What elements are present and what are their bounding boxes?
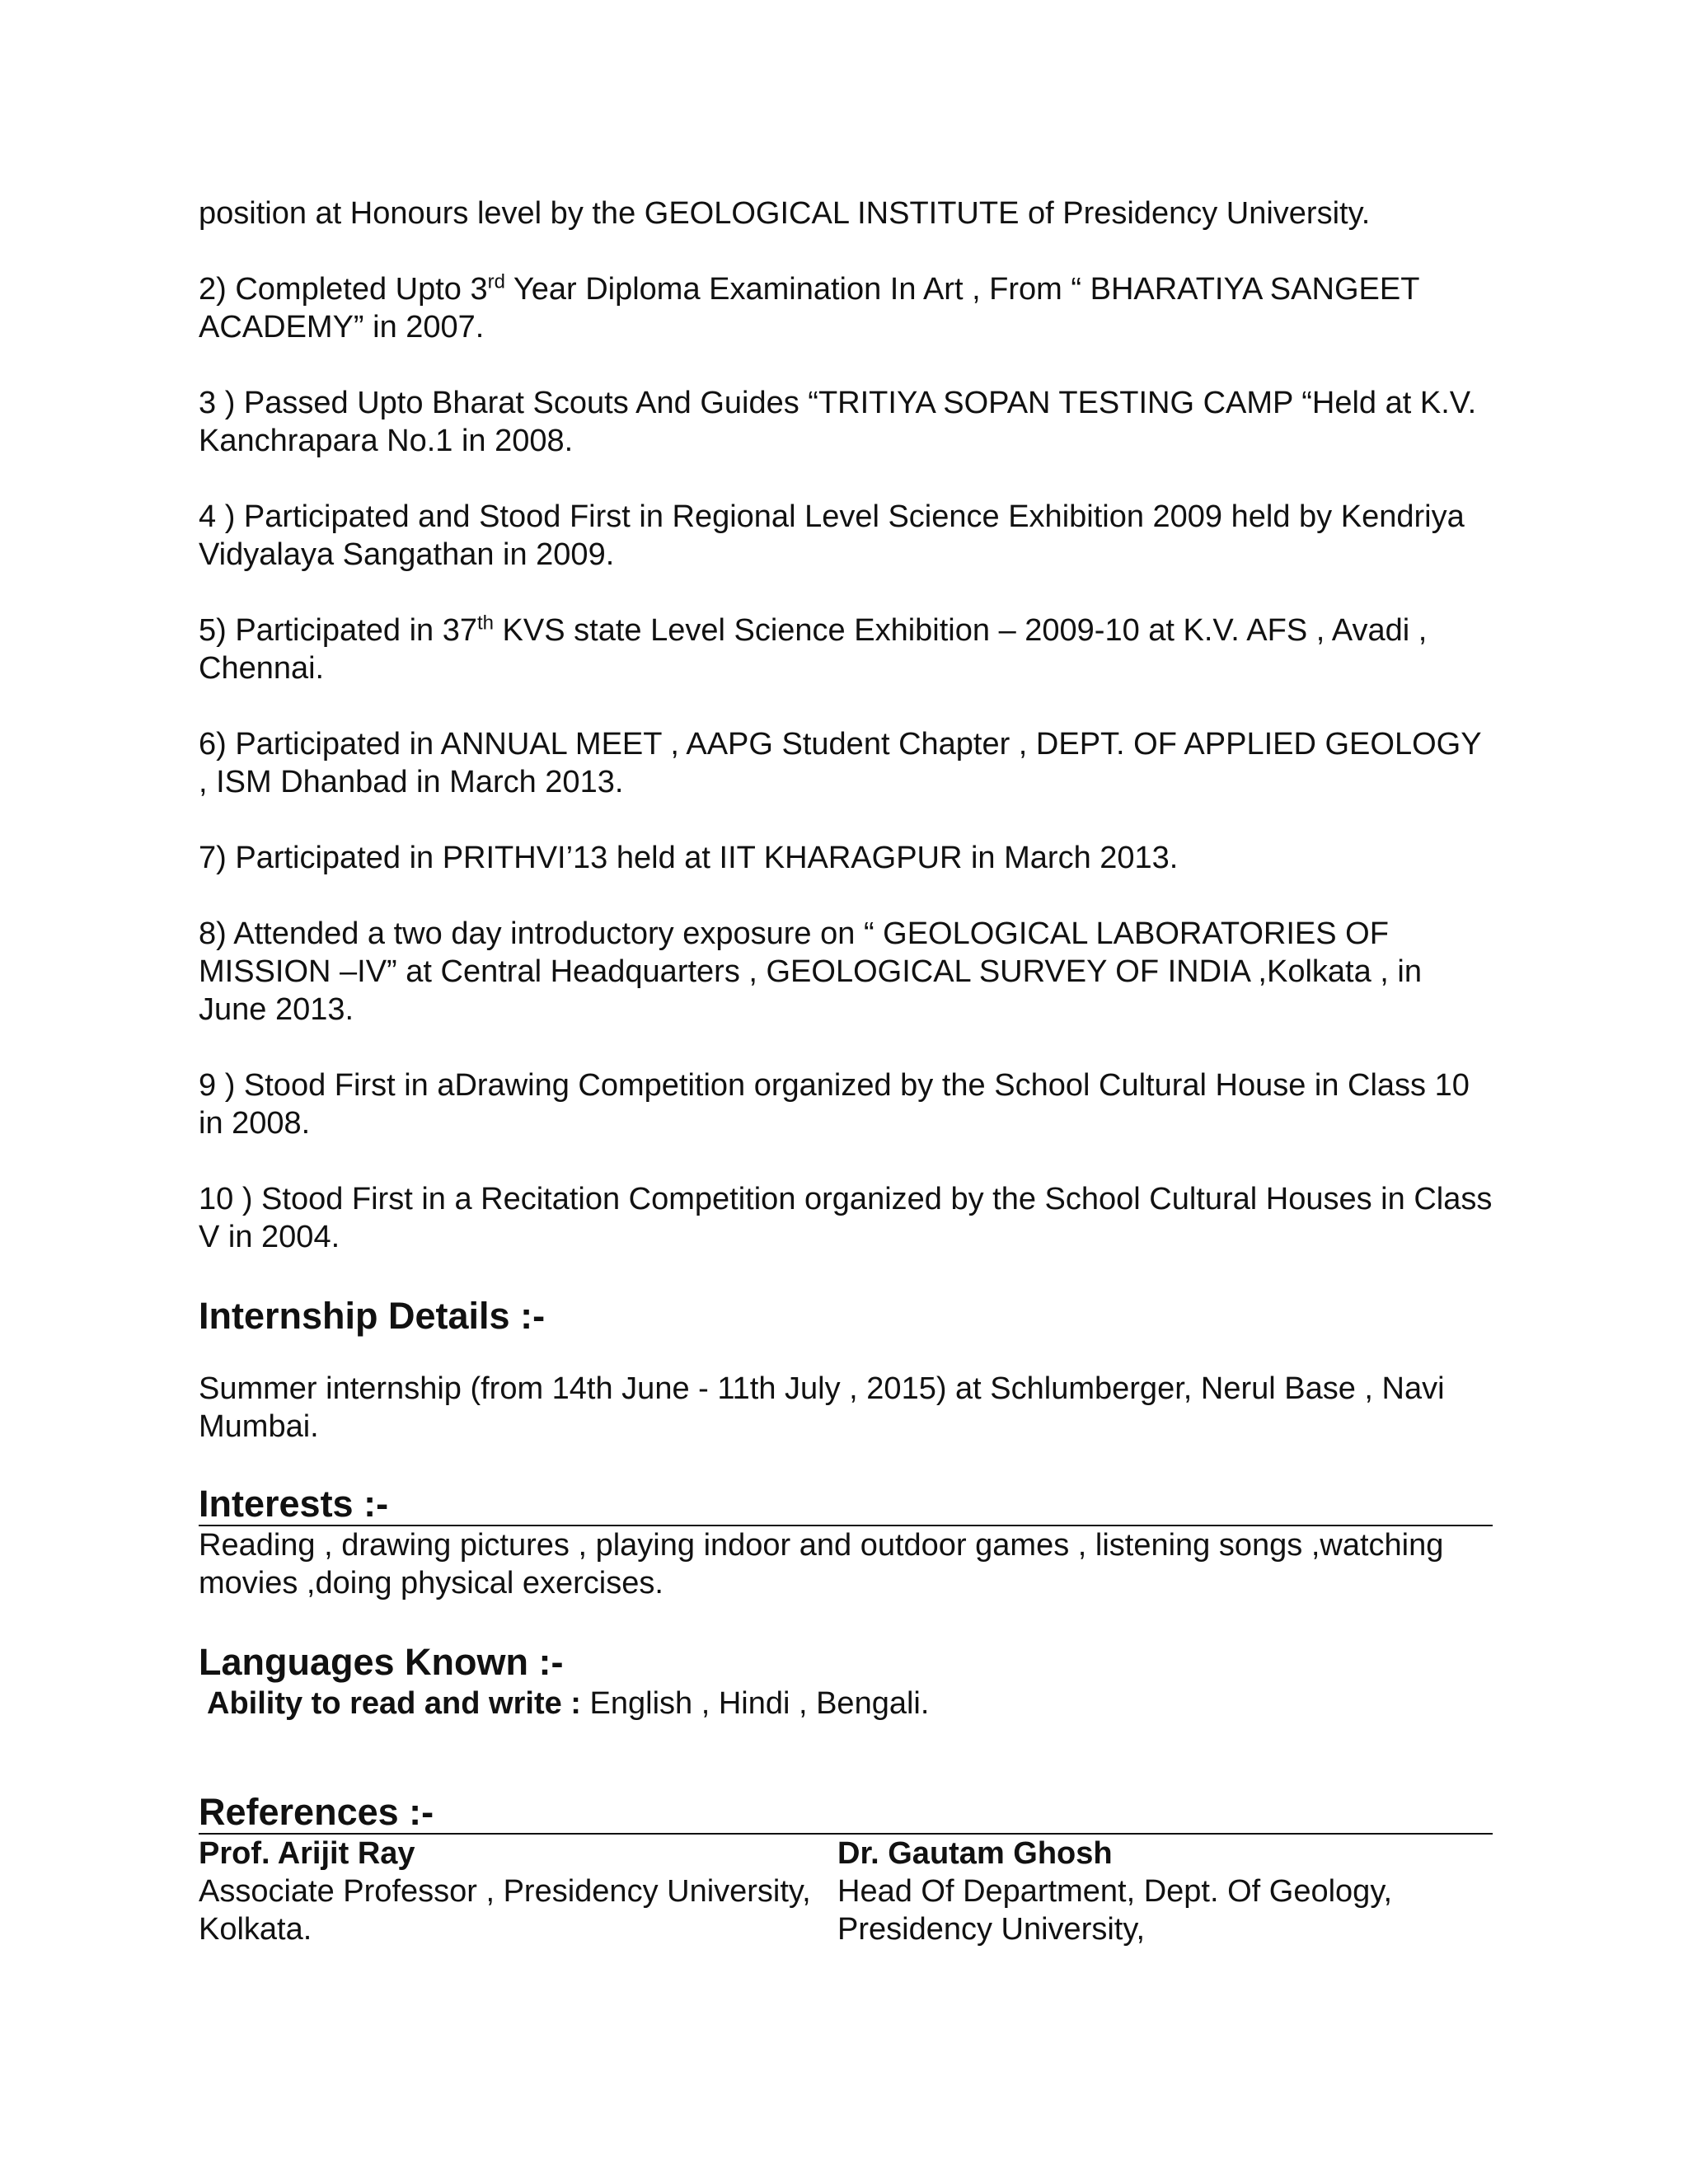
languages-line xyxy=(207,1685,1493,1722)
achievement-item-5-sup: th xyxy=(476,612,494,635)
achievement-item-8: 8) Attended a two day introductory exposure on “ GEOLOGICAL LABORATORIES OF MISSION –IV” at Central Headquarters , GEOLOGICAL SURVEY OF INDIA ,Kolkata , in June 2013. xyxy=(199,916,1422,1027)
reference-1-name: Prof. Arijit Ray xyxy=(199,1836,415,1871)
interests-section xyxy=(199,1483,1493,1602)
reference-2-desc: Head Of Department, Dept. Of Geology, Presidency University, xyxy=(837,1874,1393,1947)
achievement-item-9: 9 ) Stood First in aDrawing Competition organized by the School Cultural House in Class 10 in 2008. xyxy=(199,1068,1470,1141)
interests-heading: Interests :- xyxy=(199,1483,1493,1526)
achievement-item-10: 10 ) Stood First in a Recitation Competition organized by the School Cultural Houses in Class V in 2004. xyxy=(199,1182,1493,1254)
achievement-item-2 xyxy=(199,270,1493,346)
reference-2-name: Dr. Gautam Ghosh xyxy=(837,1836,1113,1871)
references-heading: References :- xyxy=(199,1792,1493,1835)
achievement-item-5 xyxy=(199,612,1493,687)
resume-page xyxy=(199,194,1493,1948)
reference-1 xyxy=(199,1835,837,1948)
achievement-intro: position at Honours level by the GEOLOGICAL INSTITUTE of Presidency University. xyxy=(199,196,1371,231)
achievement-item-2-text-b: Year Diploma Examination In Art , From “ BHARATIYA SANGEET ACADEMY” in 2007. xyxy=(199,272,1419,344)
achievement-item-2-sup: rd xyxy=(487,270,505,293)
achievement-item-5-text-b: KVS state Level Science Exhibition – 2009-10 at K.V. AFS , Avadi , Chennai. xyxy=(199,613,1428,686)
achievement-item-4: 4 ) Participated and Stood First in Regional Level Science Exhibition 2009 held by Kendriya Vidyalaya Sangathan in 2009. xyxy=(199,499,1465,572)
references-section xyxy=(199,1792,1493,1948)
internship-heading: Internship Details :- xyxy=(199,1295,546,1337)
languages-heading: Languages Known :- xyxy=(199,1641,564,1683)
achievement-item-5-text-a: 5) Participated in 37 xyxy=(199,613,477,648)
reference-2 xyxy=(837,1835,1493,1948)
internship-text: Summer internship (from 14th June - 11th July , 2015) at Schlumberger, Nerul Base , Navi Mumbai. xyxy=(199,1371,1445,1444)
achievement-item-7: 7) Participated in PRITHVI’13 held at IIT KHARAGPUR in March 2013. xyxy=(199,841,1179,875)
references-columns xyxy=(199,1835,1493,1948)
achievement-item-3: 3 ) Passed Upto Bharat Scouts And Guides “TRITIYA SOPAN TESTING CAMP “Held at K.V. Kanchrapara No.1 in 2008. xyxy=(199,386,1477,458)
interests-text: Reading , drawing pictures , playing indoor and outdoor games , listening songs ,watching movies ,doing physical exercises. xyxy=(199,1528,1444,1601)
languages-value: English , Hindi , Bengali. xyxy=(580,1686,930,1721)
achievement-item-2-text-a: 2) Completed Upto 3 xyxy=(199,272,488,307)
achievement-item-6: 6) Participated in ANNUAL MEET , AAPG Student Chapter , DEPT. OF APPLIED GEOLOGY , ISM Dhanbad in March 2013. xyxy=(199,727,1481,799)
languages-label: Ability to read and write : xyxy=(207,1686,581,1721)
reference-1-desc: Associate Professor , Presidency University, Kolkata. xyxy=(199,1874,811,1947)
languages-section xyxy=(199,1640,1493,1722)
